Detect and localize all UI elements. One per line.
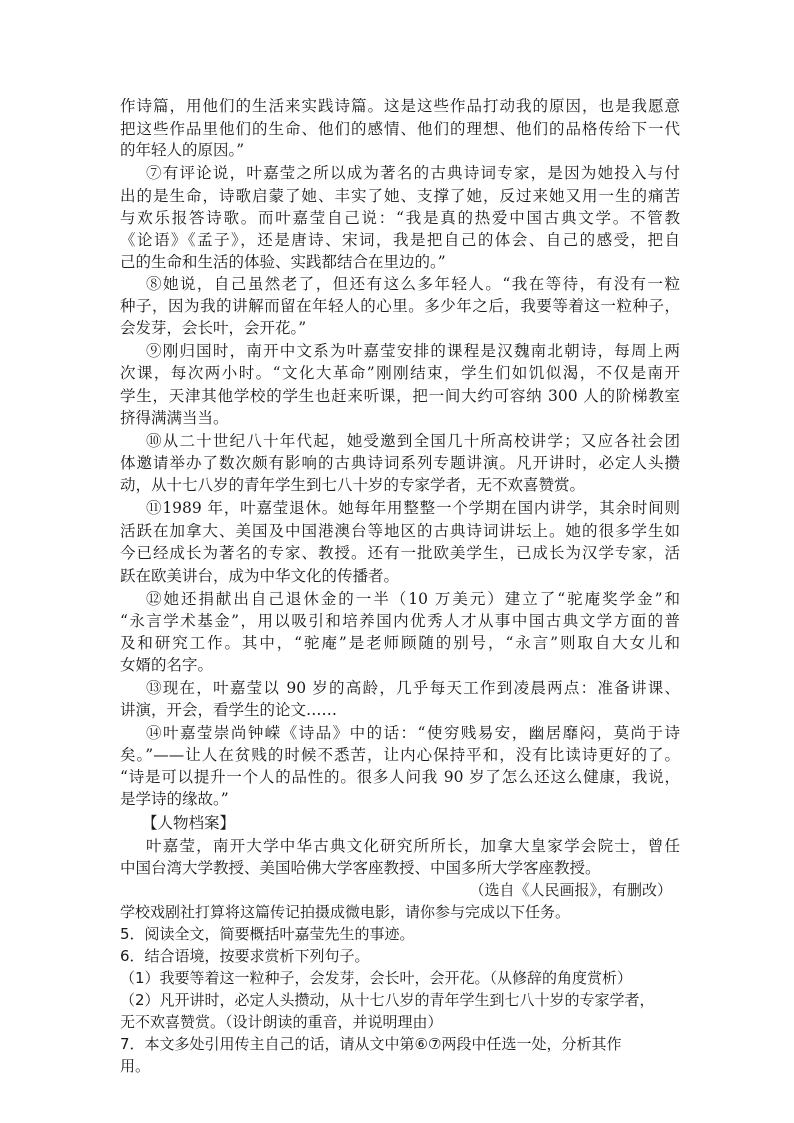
paragraph-12-line: “永言学术基金”，用以吸引和培养国内优秀人才从事中国古典文学方面的普: [120, 612, 680, 630]
task-intro: 学校戏剧社打算将这篇传记拍摄成微电影，请你参与完成以下任务。: [120, 903, 571, 921]
paragraph-12-line: ⑫她还捐献出自己退休金的一半（10 万美元）建立了“驼庵奖学金”和: [146, 590, 680, 608]
article-line: 的年轻人的原因。”: [120, 141, 245, 159]
paragraph-8-line: 会发芽，会长叶，会开花。”: [120, 319, 307, 337]
profile-line: 叶嘉莹，南开大学中华古典文化研究所所长，加拿大皇家学会院士，曾任: [146, 837, 680, 855]
paragraph-11-line: 今已经成长为著名的专家、教授。还有一批欧美学生，已成长为汉学专家，活: [120, 544, 680, 562]
question-7-cont: 用。: [120, 1057, 151, 1075]
paragraph-9-line: 学生，天津其他学校的学生也赶来听课，把一间大约可容纳 300 人的阶梯教室: [120, 387, 680, 405]
question-6-2-cont: 无不欢喜赞赏。（设计朗读的重音，并说明理由）: [120, 1013, 443, 1031]
paragraph-8-line: ⑧她说，自己虽然老了，但还有这么多年轻人。“我在等待，有没有一粒: [146, 275, 680, 293]
paragraph-14-line: “诗是可以提升一个人的品性的。很多人问我 90 岁了怎么还这么健康，我说，: [120, 768, 680, 786]
paragraph-7-line: 与欢乐报答诗歌。而叶嘉莹自己说：“我是真的热爱中国古典文学。不管教: [120, 209, 680, 227]
article-line: 把这些作品里他们的生命、他们的感情、他们的理想、他们的品格传给下一代: [120, 120, 680, 138]
paragraph-7-line: 己的生命和生活的体验、实践都结合在里边的。”: [120, 253, 446, 271]
profile-line: 中国台湾大学教授、美国哈佛大学客座教授、中国多所大学客座教授。: [120, 859, 601, 877]
paragraph-10-line: ⑩从二十世纪八十年代起，她受邀到全国几十所高校讲学；又应各社会团: [146, 432, 680, 450]
paragraph-10-line: 体邀请举办了数次颇有影响的古典诗词系列专题讲演。凡开讲时，必定人头攒: [120, 454, 680, 472]
paragraph-9-line: 次课，每次两小时。“文化大革命”刚刚结束，学生们如饥似渴，不仅是南开: [120, 364, 680, 382]
paragraph-10-line: 动，从十七八岁的青年学生到七八十岁的专家学者，无不欢喜赞赏。: [120, 476, 586, 494]
paragraph-14-line: 是学诗的缘故。”: [120, 790, 229, 808]
paragraph-13-line: ⑬现在，叶嘉莹以 90 岁的高龄，几乎每天工作到凌晨两点：准备讲课、: [146, 679, 680, 697]
paragraph-12-line: 及和研究工作。其中，“驼庵”是老师顾随的别号，“永言”则取自大女儿和: [120, 634, 680, 652]
question-6: 6．结合语境，按要求赏析下列句子。: [120, 947, 370, 965]
paragraph-11-line: 活跃在加拿大、美国及中国港澳台等地区的古典诗词讲坛上。她的很多学生如: [120, 522, 680, 540]
question-6-2: （2）凡开讲时，必定人头攒动，从十七八岁的青年学生到七八十岁的专家学者，: [120, 991, 655, 1009]
paragraph-7-line: 出的是生命，诗歌启蒙了她、丰实了她、支撑了她，反过来她又用一生的痛苦: [120, 187, 680, 205]
paragraph-8-line: 种子，因为我的讲解而留在年轻人的心里。多少年之后，我要等着这一粒种子，: [120, 297, 680, 315]
paragraph-13-line: 讲演，开会，看学生的论文……: [120, 701, 338, 719]
question-7: 7．本文多处引用传主自己的话，请从文中第⑥⑦两段中任选一处，分析其作: [120, 1035, 622, 1053]
article-line: 作诗篇，用他们的生活来实践诗篇。这是这些作品打动我的原因，也是我愿意: [120, 97, 680, 115]
paragraph-12-line: 女婿的名字。: [120, 656, 214, 674]
paragraph-14-line: 矣。”——让人在贫贱的时候不悉苦，让内心保持平和，没有比读诗更好的了。: [120, 746, 680, 764]
paragraph-7-line: ⑦有评论说，叶嘉莹之所以成为著名的古典诗词专家，是因为她投入与付: [146, 164, 680, 182]
paragraph-11-line: 跃在欧美讲台，成为中华文化的传播者。: [120, 567, 400, 585]
paragraph-9-line: ⑨刚归国时，南开中文系为叶嘉莹安排的课程是汉魏南北朝诗，每周上两: [146, 342, 680, 360]
paragraph-11-line: ⑪1989 年，叶嘉莹退休。她每年用整整一个学期在国内讲学，其余时间则: [146, 499, 680, 517]
question-6-1: （1）我要等着这一粒种子，会发芽，会长叶，会开花。（从修辞的角度赏析）: [120, 969, 633, 987]
question-5: 5．阅读全文，简要概括叶嘉莹先生的事迹。: [120, 925, 415, 943]
source-citation: （选自《人民画报》，有删改）: [469, 881, 672, 899]
paragraph-14-line: ⑭叶嘉莹崇尚钟嵘《诗品》中的话：“使穷贱易安，幽居靡闷，莫尚于诗: [146, 724, 680, 742]
profile-heading: 【人物档案】: [142, 814, 236, 832]
paragraph-9-line: 挤得满满当当。: [120, 409, 229, 427]
paragraph-7-line: 《论语》《孟子》，还是唐诗、宋词，我是把自己的体会、自己的感受，把自: [120, 231, 680, 249]
